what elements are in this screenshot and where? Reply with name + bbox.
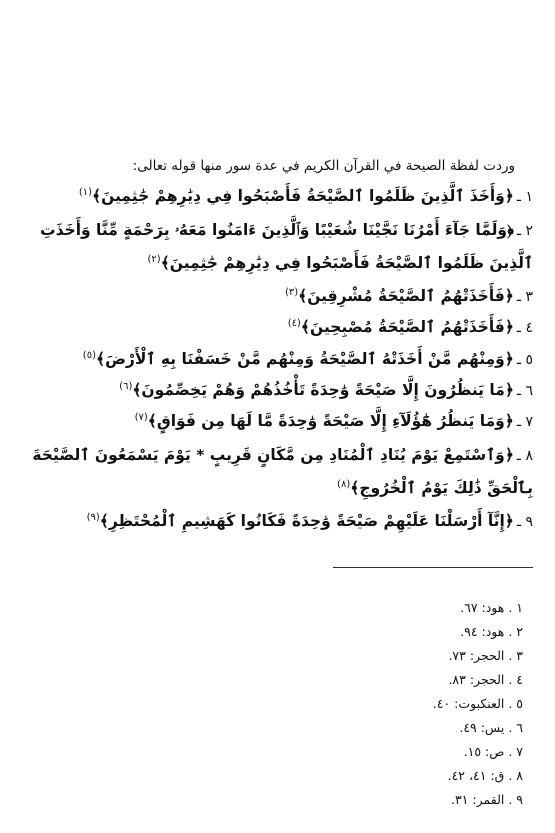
verse-text: بِٱلْحَقِّ ذَٰلِكَ يَوْمُ ٱلْخُرُوجِ﴾ xyxy=(350,479,533,497)
verse-8-continuation xyxy=(22,477,533,499)
footnote-5: ٥ . العنكبوت: ٤٠. xyxy=(432,696,523,711)
verse-number: ٩ ـ xyxy=(516,514,533,530)
verse-number: ٤ ـ xyxy=(516,320,533,336)
verse-1 xyxy=(22,185,533,208)
footnote-9: ٩ . القمر: ٣١. xyxy=(451,792,523,807)
footnote-1: ١ . هود: ٦٧. xyxy=(460,600,523,615)
footnote-ref: (٩) xyxy=(86,511,100,523)
footnote-separator xyxy=(333,567,533,568)
footnote-7: ٧ . ص: ١٥. xyxy=(463,744,523,759)
verse-text: ﴿فَأَخَذَتْهُمُ ٱلصَّيْحَةُ مُصْبِحِينَ﴾ xyxy=(300,318,514,336)
verse-8 xyxy=(22,444,533,467)
verse-5 xyxy=(22,348,533,371)
footnote-8: ٨ . ق: ٤١، ٤٢. xyxy=(447,768,523,783)
verse-text: ﴿وَمِنْهُم مَّنْ أَخَذَتْهُ ٱلصَّيْحَةُ وَمِنْهُم مَّنْ خَسَفْنَا بِهِ ٱلْأَرْضَ﴾ xyxy=(95,350,514,368)
footnote-ref: (٢) xyxy=(147,253,161,265)
verse-number: ١ ـ xyxy=(516,189,533,205)
footnote-ref: (٣) xyxy=(284,286,299,298)
footnote-4: ٤ . الحجر: ٨٣. xyxy=(448,672,523,687)
footnote-6: ٦ . يس: ٤٩. xyxy=(459,720,523,735)
verse-text: ٱلَّذِينَ ظَلَمُوا ٱلصَّيْحَةُ فَأَصْبَحُوا فِي دِيَٰرِهِمْ جَٰثِمِينَ﴾ xyxy=(160,254,533,272)
footnote-2: ٢ . هود: ٩٤. xyxy=(460,624,523,639)
footnote-ref: (٦) xyxy=(119,380,133,392)
verse-text: ﴿وَٱسْتَمِعْ يَوْمَ يُنَادِ ٱلْمُنَادِ مِن مَّكَانٍ قَرِيبٍ * يَوْمَ يَسْمَعُونَ ٱلصَّيْحَةَ xyxy=(32,446,514,464)
footnote-ref: (٧) xyxy=(134,411,148,423)
verse-text: ﴿إِنَّآ أَرْسَلْنَا عَلَيْهِمْ صَيْحَةً وَٰحِدَةً فَكَانُوا كَهَشِيمِ ٱلْمُحْتَظِرِ﴾ xyxy=(99,512,514,530)
verse-text: ﴿فَأَخَذَتْهُمُ ٱلصَّيْحَةُ مُشْرِقِينَ﴾ xyxy=(298,287,514,305)
verse-number: ٦ ـ xyxy=(516,383,533,399)
verse-number: ٣ ـ xyxy=(516,289,533,305)
footnote-ref: (٤) xyxy=(287,317,301,329)
verse-text: ﴿وَأَخَذَ ٱلَّذِينَ ظَلَمُوا ٱلصَّيْحَةُ فَأَصْبَحُوا فِي دِيَٰرِهِمْ جَٰثِمِينَ﴾ xyxy=(92,187,514,205)
verse-number: ٢ ـ xyxy=(516,223,533,239)
verse-number: ٥ ـ xyxy=(516,352,533,368)
verse-4 xyxy=(22,316,533,339)
footnote-ref: (٥) xyxy=(82,349,96,361)
verse-3 xyxy=(22,285,533,308)
verse-9 xyxy=(22,510,533,533)
footnote-ref: (١) xyxy=(78,186,93,198)
verse-2 xyxy=(22,219,533,242)
verse-number: ٧ ـ xyxy=(516,414,533,430)
verse-number: ٨ ـ xyxy=(516,448,533,464)
verse-text: ﴿مَا يَنظُرُونَ إِلَّا صَيْحَةً وَٰحِدَةً تَأْخُذُهُمْ وَهُمْ يَخِصِّمُونَ﴾ xyxy=(132,381,514,399)
footnote-3: ٣ . الحجر: ٧٣. xyxy=(448,648,523,663)
verse-2-continuation xyxy=(22,252,533,274)
verse-6 xyxy=(22,379,533,402)
intro-text: وردت لفظة الصيحة في القرآن الكريم في عدة سور منها قوله تعالى: xyxy=(132,158,515,174)
verse-text: ﴿وَلَمَّا جَآءَ أَمْرُنَا نَجَّيْنَا شُعَيْبًا وَٱلَّذِينَ ءَامَنُوا مَعَهُۥ بِرَحْمَةٍ مِّنَّا وَأَخَذَتِ xyxy=(40,221,514,239)
footnote-ref: (٨) xyxy=(337,478,351,490)
verse-text: ﴿وَمَا يَنظُرُ هَٰٓؤُلَآءِ إِلَّا صَيْحَةً وَٰحِدَةً مَّا لَهَا مِن فَوَاقٍ﴾ xyxy=(147,412,514,430)
verse-7 xyxy=(22,410,533,433)
